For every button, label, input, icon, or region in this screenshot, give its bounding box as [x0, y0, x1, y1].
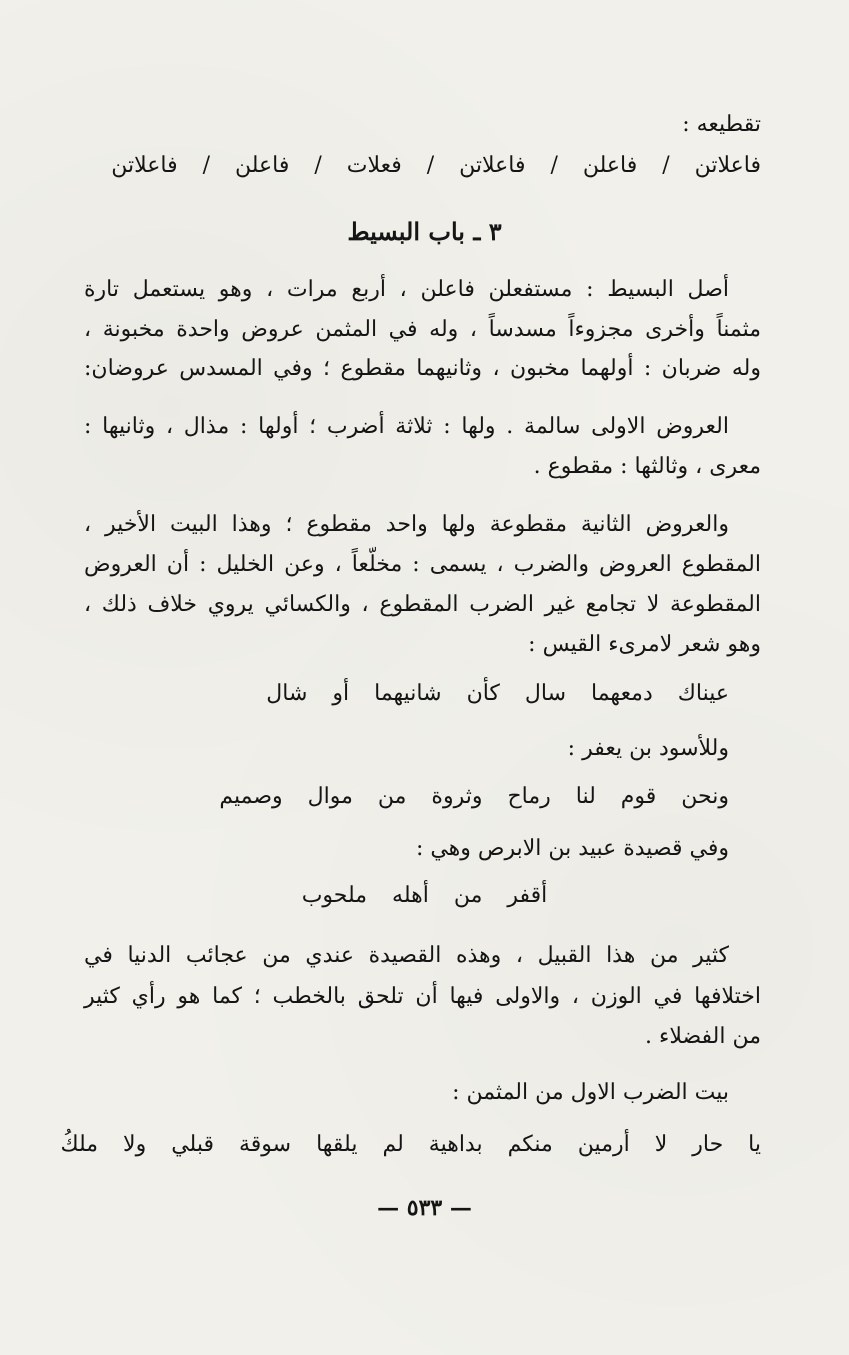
poem-verse-4: يا حار لا أرمين منكم بداهية لم يلقها سوقة قبلي ولا ملكُ: [60, 1132, 761, 1157]
first-meter-label: بيت الضرب الاول من المثمن :: [452, 1080, 729, 1105]
ubaid-attribution: وفي قصيدة عبيد بن الابرص وهي :: [415, 836, 729, 861]
paragraph-4-line-3: من الفضلاء .: [644, 1024, 761, 1049]
paragraph-1-line-1: أصل البسيط : مستفعلن فاعلن ، أربع مرات ، وهو يستعمل تارة: [84, 277, 729, 302]
paragraph-1-line-3: وله ضربان : أولهما مخبون ، وثانيهما مقطوع ؛ وفي المسدس عروضان:: [84, 356, 761, 381]
section-title: ٣ ـ باب البسيط: [347, 217, 502, 246]
paragraph-3-line-1: والعروض الثانية مقطوعة ولها واحد مقطوع ؛ وهذا البيت الأخير ،: [84, 512, 729, 537]
paragraph-1-line-2: مثمناً وأخرى مجزوءاً مسدساً ، وله في المثمن عروض واحدة مخبونة ،: [84, 317, 761, 342]
poem-verse-3: أقفر من أهله ملحوب: [301, 883, 548, 908]
aswad-attribution: وللأسود بن يعفر :: [567, 736, 729, 761]
paragraph-2-line-1: العروض الاولى سالمة . ولها : ثلاثة أضرب ؛ أولها : مذال ، وثانيها :: [84, 414, 729, 439]
poem-verse-2: ونحن قوم لنا رماح وثروة من موال وصميم: [219, 784, 729, 809]
page-number: — ٥٣٣ —: [377, 1195, 472, 1221]
paragraph-3-line-2: المقطوع العروض والضرب ، يسمى : مخلّعاً ، وعن الخليل : أن العروض: [84, 552, 761, 577]
paragraph-3-line-4: وهو شعر لامرىء القيس :: [528, 632, 761, 657]
poem-verse-1: عيناك دمعهما سال كأن شانيهما أو شال: [266, 681, 729, 706]
paragraph-2-line-2: معرى ، وثالثها : مقطوع .: [533, 454, 761, 479]
scansion-line: فاعلاتن / فاعلن / فاعلاتن / فعلات / فاعلن / فاعلاتن: [111, 153, 761, 178]
paragraph-4-line-1: كثير من هذا القبيل ، وهذه القصيدة عندي من عجائب الدنيا في: [84, 943, 729, 968]
paragraph-4-line-2: اختلافها في الوزن ، والاولى فيها أن تلحق بالخطب ؛ كما هو رأي كثير: [84, 984, 761, 1009]
scansion-label: تقطيعه :: [682, 112, 761, 137]
paragraph-3-line-3: المقطوعة لا تجامع غير الضرب المقطوع ، والكسائي يروي خلاف ذلك ،: [84, 592, 761, 617]
